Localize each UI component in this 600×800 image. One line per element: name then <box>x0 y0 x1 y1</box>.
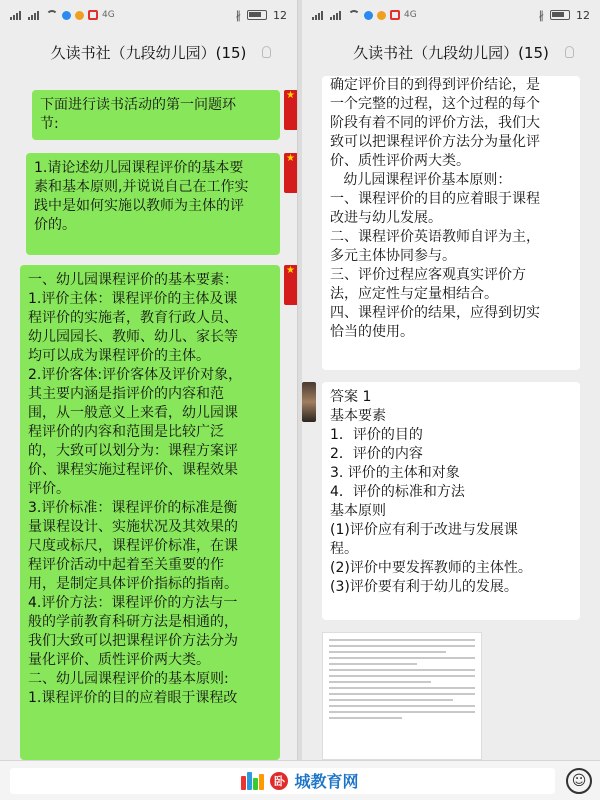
app-notification-icon <box>62 11 71 20</box>
mute-bell-icon[interactable] <box>565 46 574 58</box>
battery-icon <box>247 10 267 20</box>
doc-text-line <box>329 639 475 641</box>
signal-icon-2 <box>28 10 42 20</box>
watermark-logo <box>241 769 358 792</box>
mute-bell-icon[interactable] <box>262 46 271 58</box>
message-bubble[interactable]: 答案 1 基本要素 1．评价的目的 2．评价的内容 3. 评价的主体和对象 4．评价的标准和方法 基本原则 (1)评价应有利于改进与发展课 程。 (2)评价中要发挥教师的主体性。 (3)评价要有利于幼儿的发展。 <box>322 382 580 620</box>
app-notification-icon <box>377 11 386 20</box>
doc-text-line <box>329 669 475 671</box>
chat-title: 久读书社（九段幼儿园）(15) <box>50 43 247 62</box>
books-logo-icon <box>241 772 264 790</box>
status-bar <box>302 0 600 30</box>
chat-title-bar <box>0 30 297 74</box>
wifi-icon <box>348 10 360 20</box>
bottom-input-bar <box>0 760 600 800</box>
doc-text-line <box>329 675 475 677</box>
bluetooth-icon: ∦ <box>235 8 241 22</box>
status-right <box>539 9 591 22</box>
status-time: 12 <box>273 8 287 22</box>
message-bubble[interactable]: 一、幼儿园课程评价的基本要素： 1.评价主体：课程评价的主体及课 程评价的实施者，教育行政人员、 幼儿园园长、教师、幼儿、家长等 均可以成为课程评价的主体。 2.评价客体:评价客体及评价对象， 其主要内涵是指评价的内容和范 围，从一般意义上来看，幼儿园课 程评价的内容和范围是比较广泛 的，大致可以划分为：课程方案评 价、课程实施过程评价、课程效果 评价。 3.评价标准：课程评价的标准是衡 量课程设计、实施状况及其效果的 尺度或标尺，课程评价标准，在课 程评价活动中起着至关重要的作 用，是制定具体评价指标的指南。 4.评价方法：课程评价的方法与一 般的学前教育科研方法是相通的， 我们大致可以把课程评价方法分为 量化评价、质性评价两大类。 二、幼儿园课程评价的基本原则: 1.课程评价的目的应着眼于课程改 <box>20 265 280 760</box>
doc-text-line <box>329 717 402 719</box>
app-notification-icon <box>390 10 400 20</box>
left-chat-pane <box>0 0 298 760</box>
chat-title: 久读书社（九段幼儿园）(15) <box>353 43 549 62</box>
avatar[interactable] <box>284 153 298 193</box>
app-notification-icon <box>88 10 98 20</box>
doc-text-line <box>329 705 475 707</box>
right-chat-pane <box>302 0 600 760</box>
doc-text-line <box>329 681 431 683</box>
doc-text-line <box>329 645 475 647</box>
doc-text-line <box>329 699 453 701</box>
message-bubble[interactable]: 确定评价目的到得到评价结论，是 一个完整的过程，这个过程的每个 阶段有着不同的评价方法，我们大 致可以把课程评价方法分为量化评 价、质性评价两大类。 幼儿园课程评价基本原则： 一、课程评价的目的应着眼于课程 改进与幼儿发展。 二、课程评价英语教师自评为主， 多元主体协同参与。 三、评价过程应客观真实评价方 法，应定性与定量相结合。 四、课程评价的结果，应得到切实 恰当的使用。 <box>322 76 580 370</box>
network-type: 4G <box>102 10 115 20</box>
watermark-text: 城教育网 <box>294 772 359 791</box>
bluetooth-icon: ∦ <box>538 8 544 22</box>
avatar[interactable] <box>302 382 316 422</box>
doc-text-line <box>329 693 475 695</box>
doc-text-line <box>329 651 446 653</box>
status-right <box>236 9 288 22</box>
doc-text-line <box>329 663 417 665</box>
status-bar <box>0 0 297 30</box>
app-notification-icon <box>75 11 84 20</box>
emoji-button[interactable]: ☺ <box>566 768 592 794</box>
app-notification-icon <box>364 11 373 20</box>
message-bubble[interactable]: 1.请论述幼儿园课程评价的基本要 素和基本原则,并说说自己在工作实 践中是如何实施以教师为主体的评 价的。 <box>26 153 280 255</box>
chat-title-bar <box>302 30 600 74</box>
status-left <box>10 10 236 20</box>
watermark-char: 卧 <box>270 772 288 790</box>
doc-text-line <box>329 711 475 713</box>
wifi-icon <box>46 10 58 20</box>
battery-icon <box>550 10 570 20</box>
message-bubble[interactable]: 下面进行读书活动的第一问题环 节: <box>32 90 280 140</box>
status-time: 12 <box>576 8 590 22</box>
network-type: 4G <box>404 10 417 20</box>
avatar[interactable] <box>284 265 298 305</box>
signal-icon <box>10 10 24 20</box>
signal-icon <box>312 10 326 20</box>
doc-text-line <box>329 657 475 659</box>
doc-text-line <box>329 687 475 689</box>
signal-icon-2 <box>330 10 344 20</box>
avatar[interactable] <box>284 90 298 130</box>
document-image-message[interactable] <box>322 632 482 760</box>
status-left <box>312 10 539 20</box>
